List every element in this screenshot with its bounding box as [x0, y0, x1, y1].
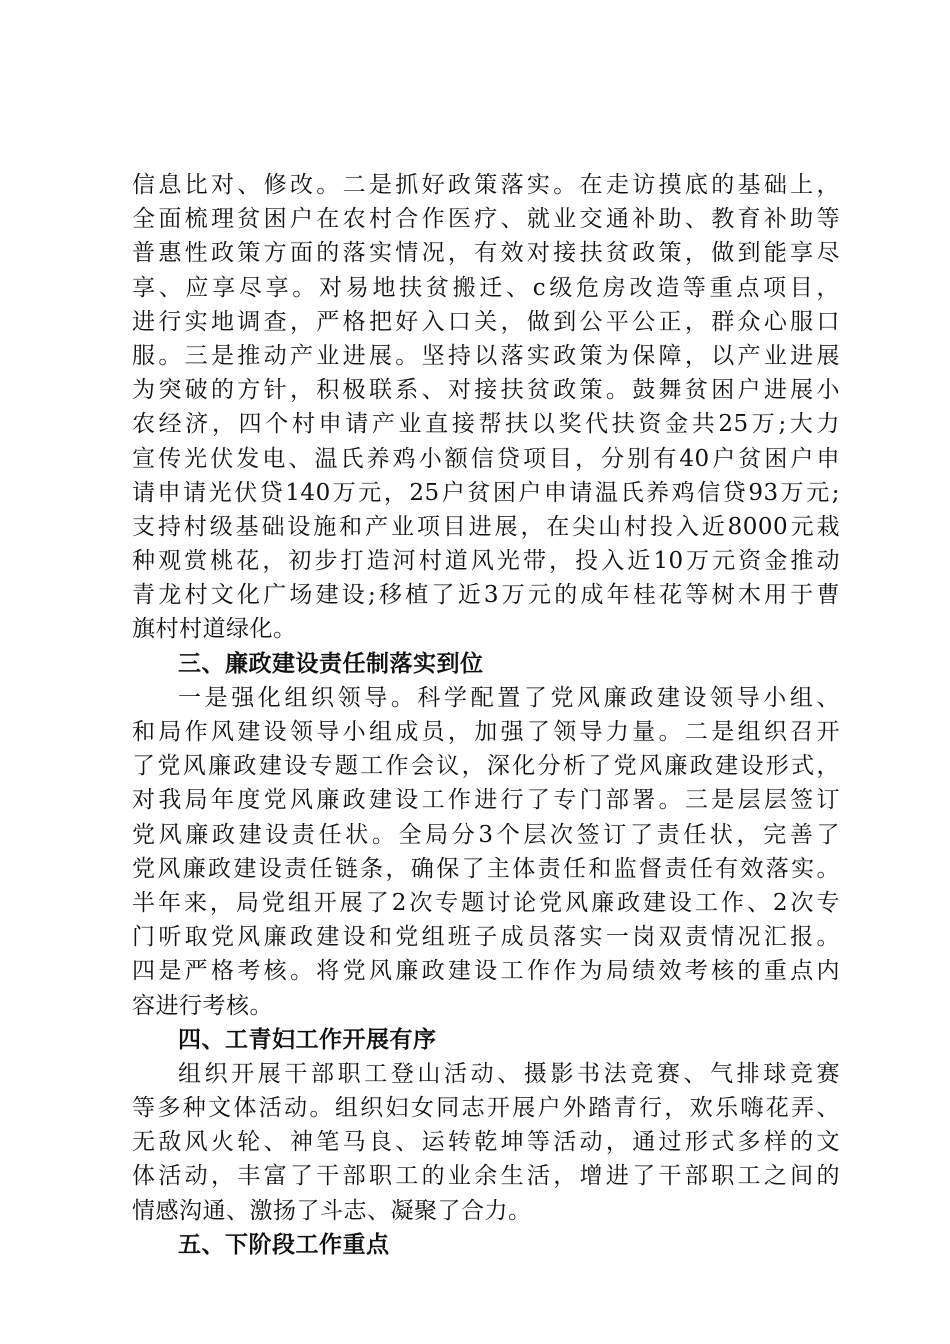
text-line: 服。三是推动产业进展。坚持以落实政策为保障，以产业进展: [132, 342, 840, 369]
text-line: 党风廉政建设责任状。全局分3个层次签订了责任状，完善了: [132, 821, 840, 848]
text-line: 情感沟通、激扬了斗志、凝聚了合力。: [132, 1197, 532, 1224]
text-line: 体活动，丰富了干部职工的业余生活，增进了干部职工之间的: [132, 1163, 840, 1190]
text-line: 享、应享尽享。对易地扶贫搬迁、c级危房改造等重点项目，: [132, 274, 840, 301]
text-line: 农经济，四个村申请产业直接帮扶以奖代扶资金共25万;大力: [132, 411, 840, 438]
document-body: [132, 168, 840, 1262]
text-line: 请申请光伏贷140万元，25户贫困户申请温氏养鸡信贷93万元;: [132, 479, 840, 506]
text-line: 支持村级基础设施和产业项目进展，在尖山村投入近8000元栽: [132, 513, 840, 540]
text-line: 等多种文体活动。组织妇女同志开展户外踏青行，欢乐嗨花弄、: [132, 1095, 840, 1122]
section-heading-4: 四、工青妇工作开展有序: [178, 1026, 437, 1053]
section-heading-3: 三、廉政建设责任制落实到位: [178, 650, 484, 677]
text-line: 容进行考核。: [132, 992, 273, 1019]
text-line: 进行实地调查，严格把好入口关，做到公平公正，群众心服口: [132, 308, 840, 335]
paragraph-poverty-policy: [132, 168, 840, 647]
section-heading-5: 五、下阶段工作重点: [178, 1231, 390, 1258]
text-line: 组织开展干部职工登山活动、摄影书法竞赛、气排球竞赛: [178, 1060, 840, 1087]
text-line: 党风廉政建设责任链条，确保了主体责任和监督责任有效落实。: [132, 855, 840, 882]
text-line: 宣传光伏发电、温氏养鸡小额信贷项目，分别有40户贫困户申: [132, 445, 840, 472]
text-line: 无敌风火轮、神笔马良、运转乾坤等活动，通过形式多样的文: [132, 1129, 840, 1156]
text-line: 普惠性政策方面的落实情况，有效对接扶贫政策，做到能享尽: [132, 240, 840, 267]
paragraph-integrity-building: [132, 681, 840, 1023]
paragraph-union-activities: [132, 1057, 840, 1228]
text-line: 青龙村文化广场建设;移植了近3万元的成年桂花等树木用于曹: [132, 582, 840, 609]
text-line: 半年来，局党组开展了2次专题讨论党风廉政建设工作、2次专: [132, 889, 840, 916]
text-line: 和局作风建设领导小组成员，加强了领导力量。二是组织召开: [132, 719, 840, 745]
text-line: 信息比对、修改。二是抓好政策落实。在走访摸底的基础上，: [132, 172, 840, 198]
text-line: 全面梳理贫困户在农村合作医疗、就业交通补助、教育补助等: [132, 206, 840, 233]
text-line: 一是强化组织领导。科学配置了党风廉政建设领导小组、: [178, 684, 840, 711]
text-line: 对我局年度党风廉政建设工作进行了专门部署。三是层层签订: [132, 787, 840, 814]
text-line: 为突破的方针，积极联系、对接扶贫政策。鼓舞贫困户进展小: [132, 377, 840, 404]
text-line: 四是严格考核。将党风廉政建设工作作为局绩效考核的重点内: [132, 958, 840, 985]
text-line: 门听取党风廉政建设和党组班子成员落实一岗双责情况汇报。: [132, 924, 840, 951]
text-line: 种观赏桃花，初步打造河村道风光带，投入近10万元资金推动: [132, 548, 840, 575]
text-line: 了党风廉政建设专题工作会议，深化分析了党风廉政建设形式，: [132, 753, 840, 780]
text-line: 旗村村道绿化。: [132, 616, 297, 643]
